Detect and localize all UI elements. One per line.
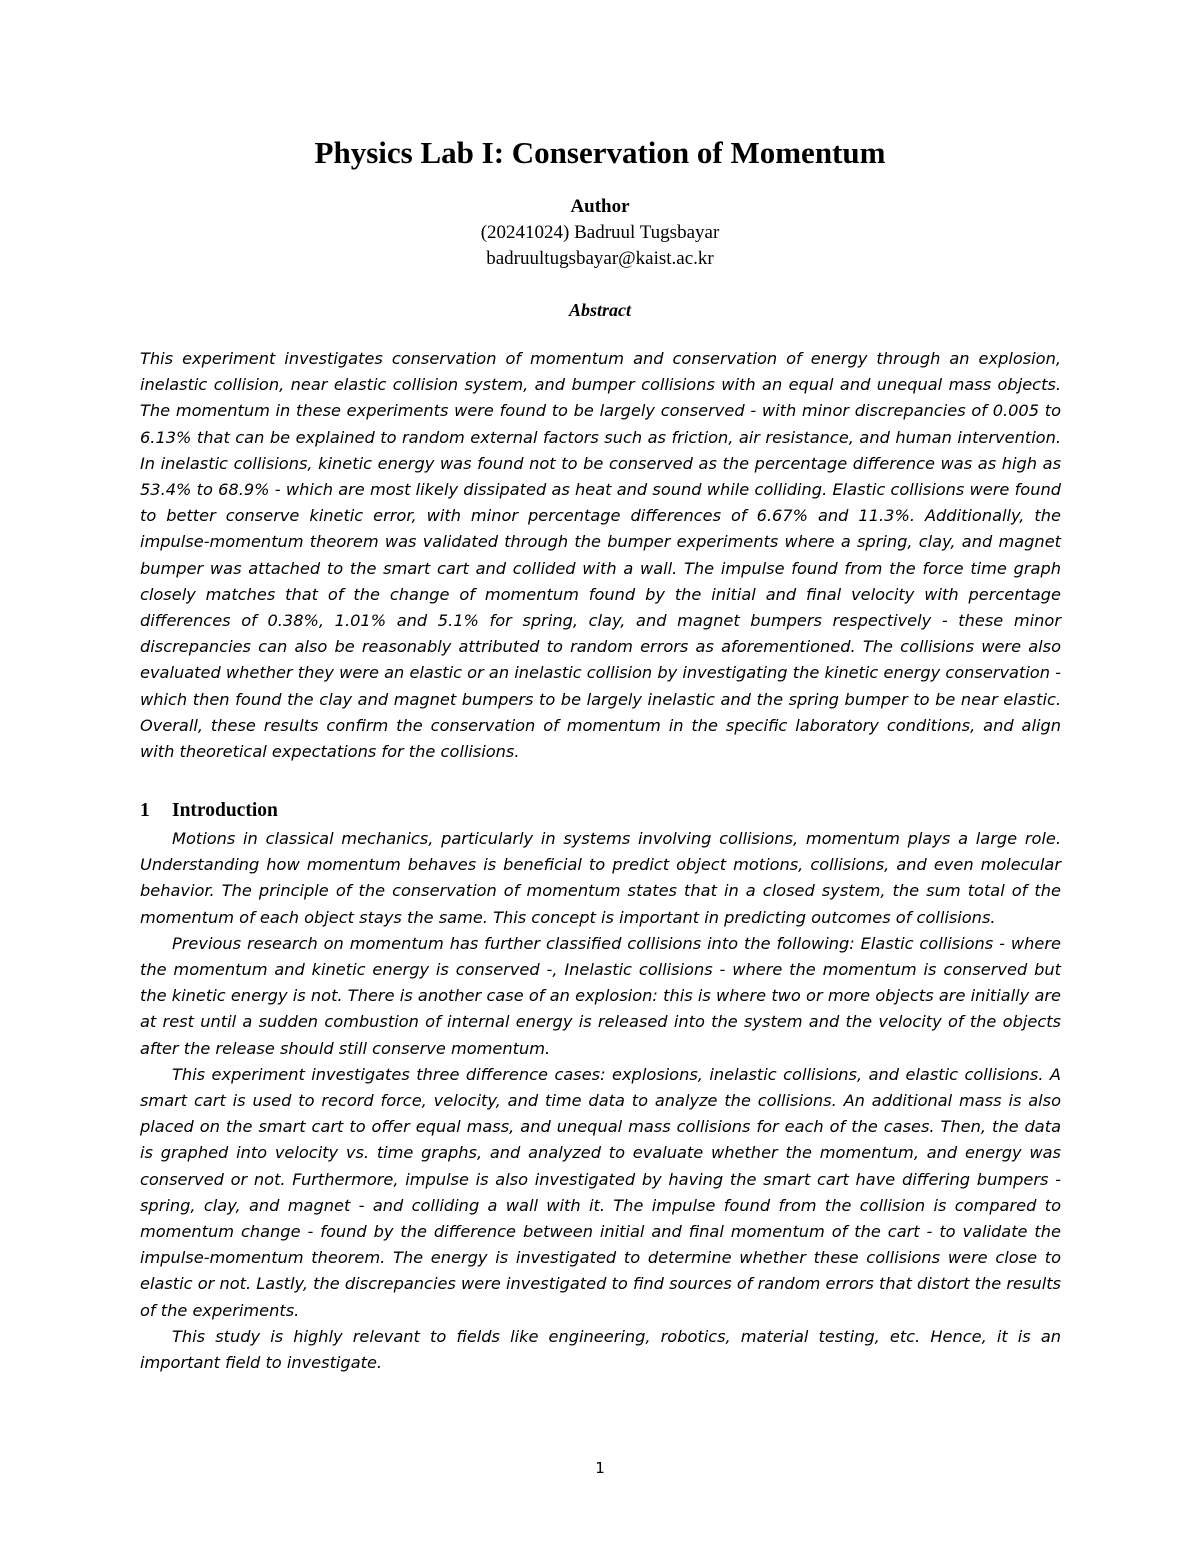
author-email: badruultugsbayar@kaist.ac.kr	[486, 248, 714, 269]
section-title: Introduction	[172, 800, 278, 821]
abstract-text: This experiment investigates conservation of momentum and conservation of energy through an explosion, inelastic collision, near elastic collision system, and bumper collisions with an equal and unequal mass objects. The momentum in these experiments were found to be largely conserved - with minor discrepancies of 0.005 to 6.13% that can be explained to random external factors such as friction, air resistance, and human intervention. In inelastic collisions, kinetic energy was found not to be conserved as the percentage difference was as high as 53.4% to 68.9% - which are most likely dissipated as heat and sound while colliding. Elastic collisions were found to better conserve kinetic error, with minor percentage differences of 6.67% and 11.3%. Additionally, the impulse-momentum theorem was validated through the bumper experiments where a spring, clay, and magnet bumper was attached to the smart cart and collided with a wall. The impulse found from the force time graph closely matches that of the change of momentum found by the initial and final velocity with percentage differences of 0.38%, 1.01% and 5.1% for spring, clay, and magnet bumpers respectively - these minor discrepancies can also be reasonably attributed to random errors as aforementioned. The collisions were also evaluated whether they were an elastic or an inelastic collision by investigating the kinetic energy conservation - which then found the clay and magnet bumpers to be largely inelastic and the spring bumper to be near elastic. Overall, these results confirm the conservation of momentum in the specific laboratory conditions, and align with theoretical expectations for the collisions.	[140, 349, 1061, 762]
paragraph: This study is highly relevant to fields like engineering, robotics, material testing, etc. Hence, it is an important field to investigate.	[140, 1326, 1061, 1373]
paper-title: Physics Lab I: Conservation of Momentum	[314, 135, 886, 170]
author-block	[0, 194, 1200, 272]
section-heading-introduction	[140, 798, 278, 824]
section-number: 1	[140, 800, 150, 821]
author-name: (20241024) Badruul Tugsbayar	[480, 222, 720, 243]
page-number: 1	[595, 1459, 605, 1477]
paragraph: This experiment investigates three difference cases: explosions, inelastic collisions, and elastic collisions. A smart cart is used to record force, velocity, and time data to analyze the collisions. An additional mass is also placed on the smart cart to offer equal mass, and unequal mass collisions for each of the cases. Then, the data is graphed into velocity vs. time graphs, and analyzed to evaluate whether the momentum, and energy was conserved or not. Furthermore, impulse is also investigated by having the smart cart have differing bumpers - spring, clay, and magnet - and colliding a wall with it. The impulse found from the collision is compared to momentum change - found by the difference between initial and final momentum of the cart - to validate the impulse-momentum theorem. The energy is investigated to determine whether these collisions were close to elastic or not. Lastly, the discrepancies were investigated to find sources of random errors that distort the results of the experiments.	[140, 1064, 1061, 1320]
author-label: Author	[570, 196, 630, 217]
paragraph: Motions in classical mechanics, particularly in systems involving collisions, momentum plays a large role. Understanding how momentum behaves is beneficial to predict object motions, collisions, and even molecular behavior. The principle of the conservation of momentum states that in a closed system, the sum total of the momentum of each object stays the same. This concept is important in predicting outcomes of collisions.	[140, 829, 1061, 927]
introduction-body	[140, 826, 1061, 1376]
abstract-heading: Abstract	[568, 300, 631, 320]
paragraph: Previous research on momentum has further classified collisions into the following: Elastic collisions - where the momentum and kinetic energy is conserved -, Inelastic collisions - where the momentum is conserved but the kinetic energy is not. There is another case of an explosion: this is where two or more objects are initially are at rest until a sudden combustion of internal energy is released into the system and the velocity of the objects after the release should still conserve momentum.	[140, 933, 1061, 1058]
